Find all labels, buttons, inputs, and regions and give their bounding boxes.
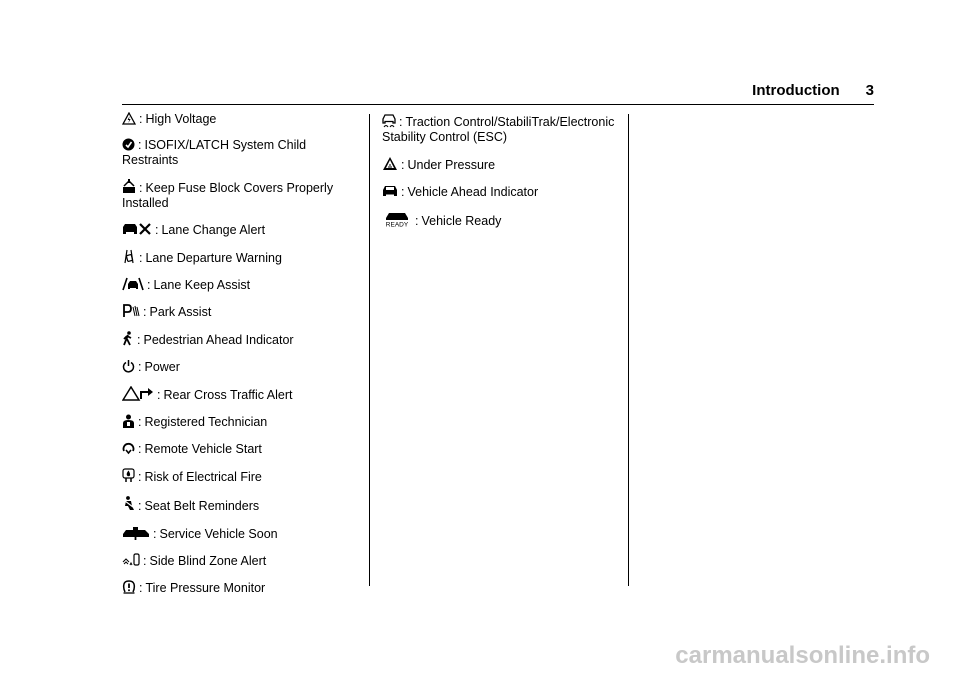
- lane-departure-warning-icon: [122, 249, 136, 264]
- symbol-label: Lane Change Alert: [161, 223, 266, 237]
- column-divider-1: [369, 114, 370, 586]
- vehicle-ahead-icon: [382, 184, 398, 198]
- lane-keep-assist-icon: [122, 277, 144, 291]
- fuse-block-cover-icon: [122, 179, 136, 194]
- symbol-entry: [122, 138, 362, 168]
- symbol-list-column-1: [122, 112, 362, 607]
- symbol-entry: [122, 468, 362, 485]
- symbol-label: Keep Fuse Block Covers Properly Installed: [122, 181, 334, 210]
- symbol-entry: [122, 277, 362, 293]
- rear-cross-traffic-icon: [122, 386, 154, 401]
- symbol-entry: [122, 414, 362, 430]
- separator-colon: :: [401, 158, 405, 172]
- symbol-entry: [122, 222, 362, 238]
- symbol-label: Traction Control/StabiliTrak/Electronic Stability Control (ESC): [382, 115, 615, 144]
- symbol-entry: [122, 359, 362, 375]
- watermark: carmanualsonline.info: [675, 642, 930, 669]
- symbol-entry: [122, 179, 362, 211]
- section-title: Introduction: [752, 82, 840, 99]
- tire-pressure-icon: [122, 580, 136, 594]
- symbol-entry: [122, 112, 362, 127]
- page-header: [0, 82, 874, 99]
- symbol-label: Under Pressure: [407, 158, 496, 172]
- side-blind-zone-icon: [122, 553, 140, 567]
- separator-colon: :: [153, 527, 157, 541]
- remote-start-icon: [122, 441, 135, 455]
- high-voltage-icon: [122, 112, 136, 125]
- symbol-label: Lane Keep Assist: [153, 278, 251, 292]
- symbol-label: High Voltage: [145, 112, 217, 126]
- traction-control-icon: [382, 112, 396, 128]
- symbol-entry: [382, 211, 622, 229]
- symbol-label: Seat Belt Reminders: [144, 499, 260, 513]
- separator-colon: :: [138, 138, 142, 152]
- symbol-label: Service Vehicle Soon: [159, 527, 278, 541]
- separator-colon: :: [147, 278, 151, 292]
- separator-colon: :: [415, 214, 419, 228]
- separator-colon: :: [138, 442, 142, 456]
- separator-colon: :: [138, 499, 142, 513]
- symbol-entry: [382, 184, 622, 200]
- separator-colon: :: [155, 223, 159, 237]
- symbol-entry: [122, 441, 362, 457]
- symbol-entry: [122, 525, 362, 542]
- symbol-label: Park Assist: [149, 305, 212, 319]
- symbol-label: Power: [144, 360, 180, 374]
- symbol-label: Rear Cross Traffic Alert: [163, 388, 293, 402]
- svg-text:READY: READY: [385, 221, 409, 227]
- separator-colon: :: [139, 251, 143, 265]
- vehicle-ready-icon: [382, 211, 412, 227]
- separator-colon: :: [399, 115, 403, 129]
- page-number: 3: [865, 82, 874, 99]
- electrical-fire-icon: [122, 468, 135, 483]
- separator-colon: :: [137, 333, 141, 347]
- isofix-latch-icon: [122, 138, 135, 151]
- symbol-entry: [382, 156, 622, 173]
- separator-colon: :: [139, 181, 143, 195]
- symbol-entry: [122, 304, 362, 320]
- separator-colon: :: [143, 554, 147, 568]
- symbol-label: Tire Pressure Monitor: [145, 581, 266, 595]
- symbol-label: ISOFIX/LATCH System Child Restraints: [122, 138, 307, 167]
- symbol-label: Vehicle Ahead Indicator: [407, 185, 539, 199]
- power-icon: [122, 359, 135, 373]
- symbol-entry: [122, 553, 362, 569]
- symbol-entry: [122, 386, 362, 403]
- symbol-label: Risk of Electrical Fire: [144, 470, 262, 484]
- symbol-entry: [122, 249, 362, 266]
- symbol-entry: [122, 331, 362, 348]
- park-assist-icon: [122, 304, 140, 318]
- separator-colon: :: [157, 388, 161, 402]
- symbol-entry: [382, 112, 622, 145]
- symbol-label: Lane Departure Warning: [145, 251, 282, 265]
- separator-colon: :: [401, 185, 405, 199]
- under-pressure-icon: [382, 156, 398, 171]
- separator-colon: :: [139, 112, 143, 126]
- lane-change-alert-icon: [122, 222, 152, 236]
- separator-colon: :: [138, 415, 142, 429]
- separator-colon: :: [138, 470, 142, 484]
- separator-colon: :: [138, 360, 142, 374]
- header-rule: [122, 104, 874, 105]
- separator-colon: :: [143, 305, 147, 319]
- registered-technician-icon: [122, 414, 135, 428]
- service-vehicle-icon: [122, 525, 150, 540]
- symbol-list-column-2: [382, 112, 622, 240]
- symbol-label: Vehicle Ready: [421, 214, 502, 228]
- separator-colon: :: [139, 581, 143, 595]
- symbol-label: Registered Technician: [144, 415, 268, 429]
- symbol-entry: [122, 496, 362, 514]
- symbol-label: Pedestrian Ahead Indicator: [143, 333, 294, 347]
- symbol-entry: [122, 580, 362, 596]
- symbol-label: Remote Vehicle Start: [144, 442, 262, 456]
- pedestrian-ahead-icon: [122, 331, 134, 346]
- symbol-label: Side Blind Zone Alert: [149, 554, 267, 568]
- column-divider-2: [628, 114, 629, 586]
- seat-belt-icon: [122, 496, 135, 512]
